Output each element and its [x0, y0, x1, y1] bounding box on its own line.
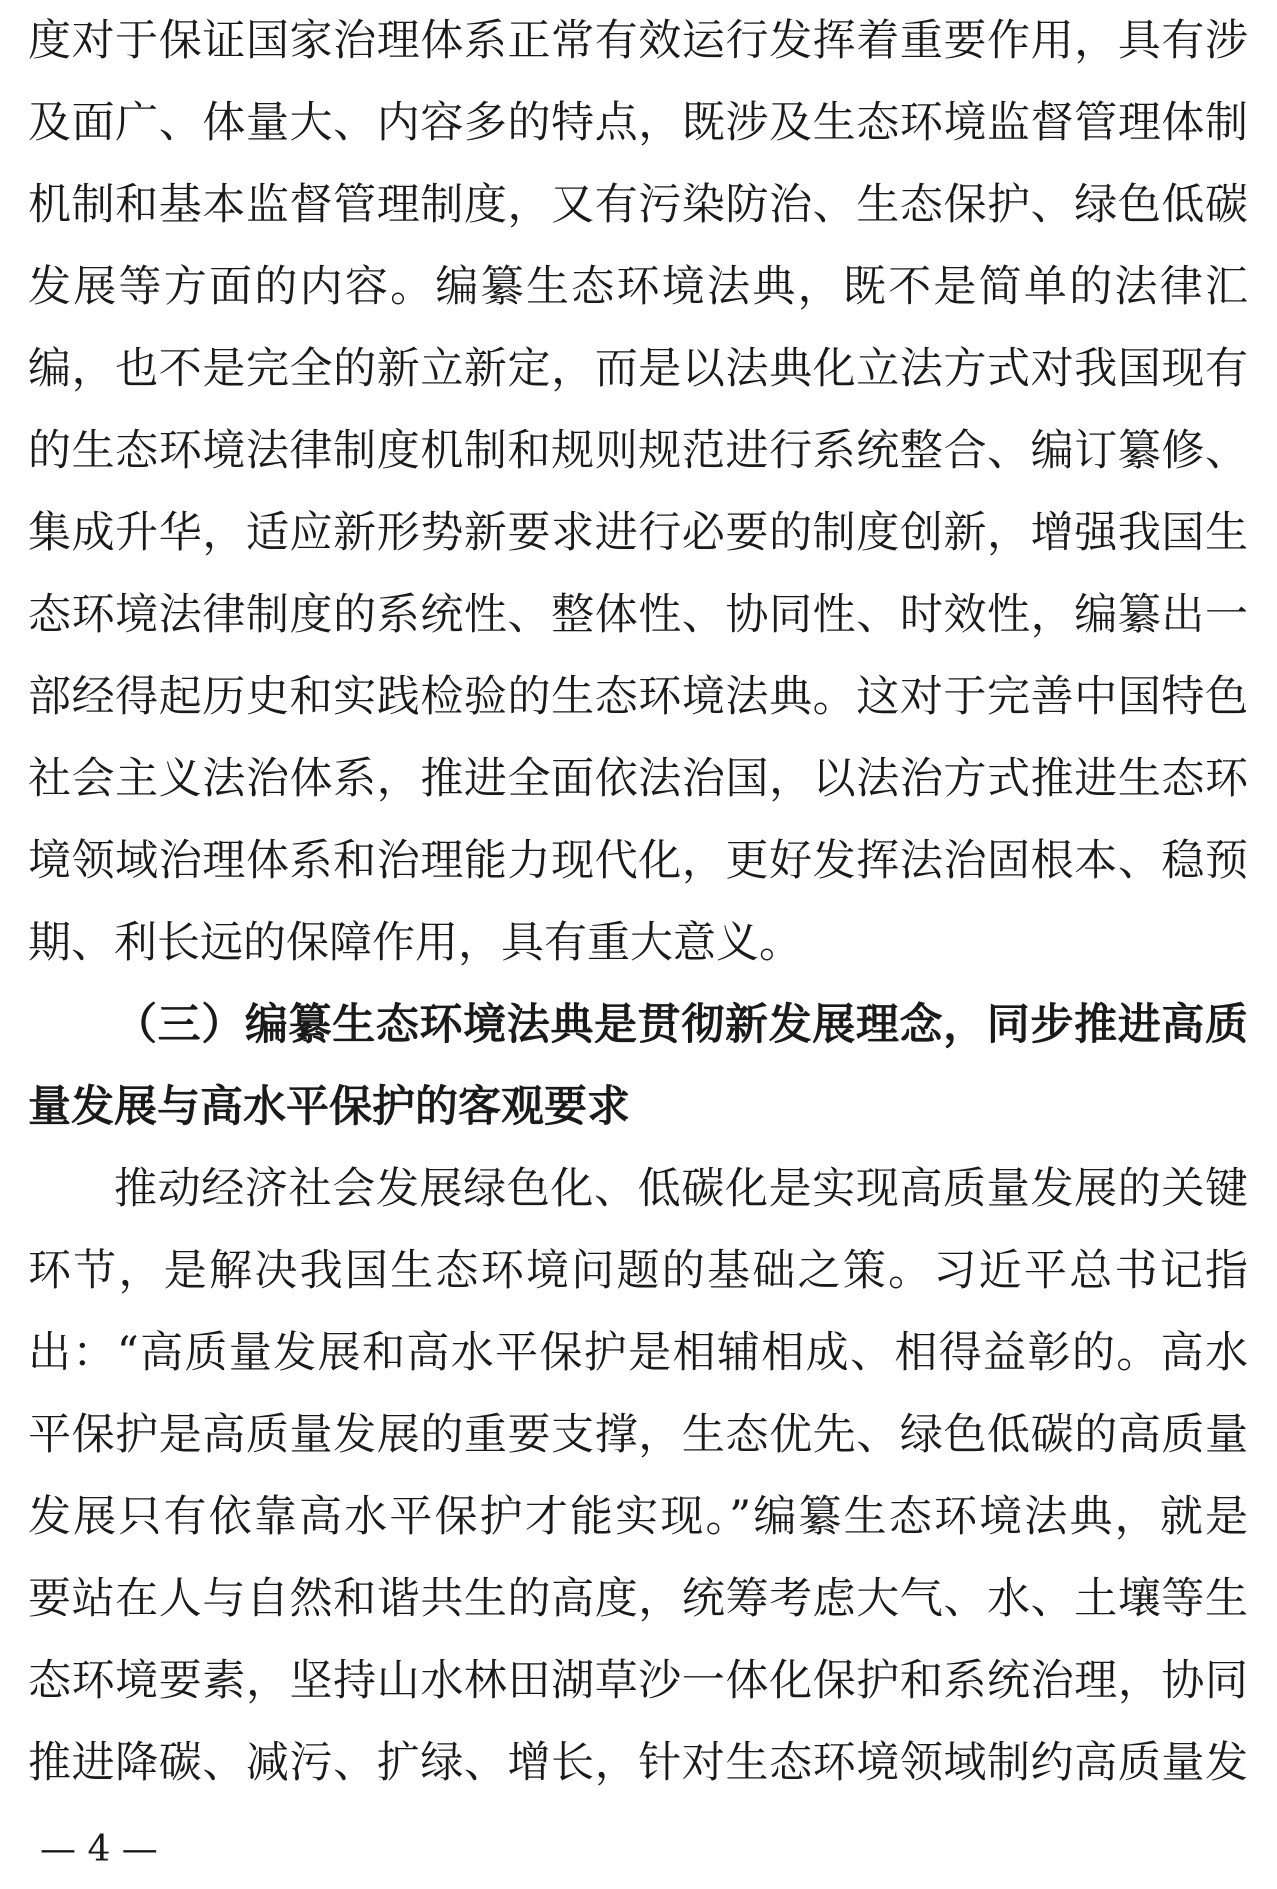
text-line: 发展只有依靠高水平保护才能实现。”编纂生态环境法典，就是	[28, 1492, 1248, 1542]
text-line: 推进降碳、减污、扩绿、增长，针对生态环境领域制约高质量发	[28, 1738, 1248, 1788]
section-heading	[28, 984, 1248, 1148]
text-line: 度对于保证国家治理体系正常有效运行发挥着重要作用，具有涉	[28, 16, 1248, 66]
text-line: 集成升华，适应新形势新要求进行必要的制度创新，增强我国生	[28, 508, 1248, 558]
text-line: 机制和基本监督管理制度，又有污染防治、生态保护、绿色低碳	[28, 180, 1248, 230]
text-line: 态环境法律制度的系统性、整体性、协同性、时效性，编纂出一	[28, 590, 1248, 640]
text-line: 的生态环境法律制度机制和规则规范进行系统整合、编订纂修、	[28, 426, 1248, 476]
page-number: — 4 —	[40, 1829, 158, 1870]
text-line: 社会主义法治体系，推进全面依法治国，以法治方式推进生态环	[28, 754, 1248, 804]
document-body	[28, 0, 1248, 1804]
text-line: 期、利长远的保障作用，具有重大意义。	[28, 918, 802, 968]
text-line: 要站在人与自然和谐共生的高度，统筹考虑大气、水、土壤等生	[28, 1574, 1248, 1624]
text-line: 编，也不是完全的新立新定，而是以法典化立法方式对我国现有	[28, 344, 1248, 394]
text-line: 发展等方面的内容。编纂生态环境法典，既不是简单的法律汇	[28, 262, 1248, 312]
text-line: 及面广、体量大、内容多的特点，既涉及生态环境监督管理体制	[28, 98, 1248, 148]
text-line: 出：“高质量发展和高水平保护是相辅相成、相得益彰的。高水	[28, 1328, 1248, 1378]
paragraph-1	[28, 0, 1248, 984]
paragraph-3	[28, 1148, 1248, 1804]
text-line: 环节，是解决我国生态环境问题的基础之策。习近平总书记指	[28, 1246, 1248, 1296]
heading-line: （三）编纂生态环境法典是贯彻新发展理念，同步推进高质	[114, 1000, 1248, 1050]
heading-line: 量发展与高水平保护的客观要求	[28, 1082, 630, 1132]
text-line: 平保护是高质量发展的重要支撑，生态优先、绿色低碳的高质量	[28, 1410, 1248, 1460]
text-line: 境领域治理体系和治理能力现代化，更好发挥法治固根本、稳预	[28, 836, 1248, 886]
text-line: 部经得起历史和实践检验的生态环境法典。这对于完善中国特色	[28, 672, 1248, 722]
text-line: 态环境要素，坚持山水林田湖草沙一体化保护和系统治理，协同	[28, 1656, 1248, 1706]
text-line: 推动经济社会发展绿色化、低碳化是实现高质量发展的关键	[114, 1164, 1248, 1214]
